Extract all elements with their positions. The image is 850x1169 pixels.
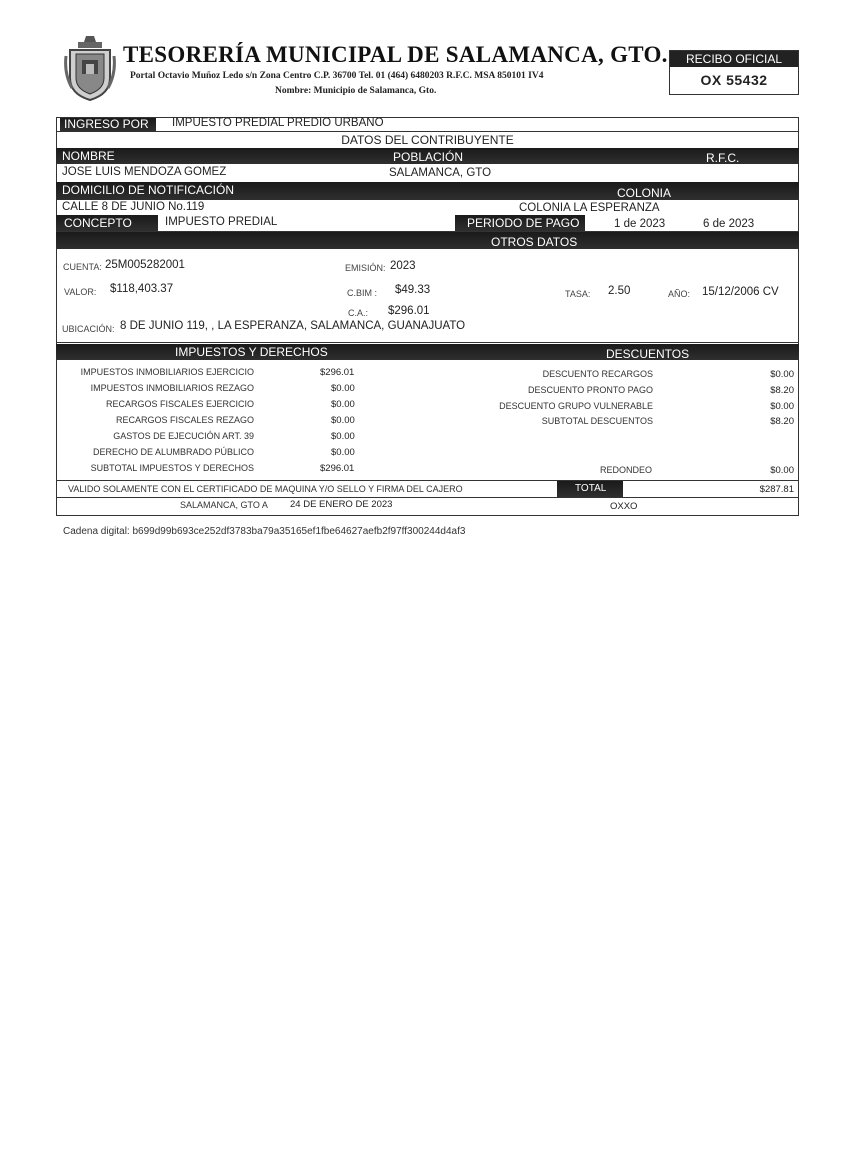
total-label: TOTAL [575, 483, 607, 494]
valor-value: $118,403.37 [110, 283, 174, 295]
nombre-value: JOSE LUIS MENDOZA GOMEZ [62, 166, 227, 178]
impuesto-row-label: SUBTOTAL IMPUESTOS Y DERECHOS [90, 463, 254, 473]
poblacion-value: SALAMANCA, GTO [389, 167, 492, 179]
domicilio-value: CALLE 8 DE JUNIO No.119 [62, 201, 205, 213]
impuesto-row-label: DERECHO DE ALUMBRADO PÚBLICO [92, 447, 254, 457]
coat-of-arms-icon [64, 34, 116, 102]
page-title: TESORERÍA MUNICIPAL DE SALAMANCA, GTO. [123, 42, 668, 67]
otros-section: OTROS DATOS [491, 235, 578, 249]
impuesto-row-label: IMPUESTOS INMOBILIARIOS EJERCICIO [80, 367, 254, 377]
receipt-label: RECIBO OFICIAL [670, 51, 798, 67]
impuesto-row-label: RECARGOS FISCALES EJERCICIO [105, 399, 254, 409]
impuesto-row-label: GASTOS DE EJECUCIÓN ART. 39 [113, 431, 254, 441]
descuento-row-label: DESCUENTO PRONTO PAGO [527, 385, 653, 395]
lugar-text: SALAMANCA, GTO A [180, 500, 268, 510]
ca-value: $296.01 [388, 305, 430, 317]
header-nombre: Nombre: Municipio de Salamanca, Gto. [275, 86, 437, 96]
nombre-label: NOMBRE [62, 149, 115, 163]
impuesto-row-value: $296.01 [320, 367, 355, 378]
impuesto-row-label: RECARGOS FISCALES REZAGO [115, 415, 254, 425]
descuento-row-label: DESCUENTO GRUPO VULNERABLE [499, 401, 653, 411]
impuesto-row-value: $0.00 [331, 447, 355, 458]
descuento-row-value: $0.00 [770, 401, 794, 412]
rfc-label: R.F.C. [706, 151, 740, 165]
periodo-hasta: 6 de 2023 [703, 218, 755, 230]
receipt-number: OX 55432 [700, 72, 768, 88]
cuenta-label: CUENTA: [63, 262, 102, 272]
descuento-row-value: $8.20 [770, 385, 794, 396]
emision-label: EMISIÓN: [345, 263, 386, 273]
cbim-label: C.BIM : [347, 288, 378, 298]
ubicacion-value: 8 DE JUNIO 119, , LA ESPERANZA, SALAMANCA, GUANAJUATO [120, 320, 466, 332]
colonia-value: COLONIA LA ESPERANZA [519, 202, 660, 214]
cadena-digital: Cadena digital: b699d99b693ce252df3783ba79a35165ef1fbe64627aefb2f97ff300244d4af3 [63, 526, 466, 537]
redondeo-value: $0.00 [770, 465, 794, 476]
anio-label: AÑO: [668, 289, 691, 299]
concepto-value: IMPUESTO PREDIAL [165, 216, 278, 228]
contribuyente-section: DATOS DEL CONTRIBUYENTE [341, 133, 514, 147]
cajero-text: OXXO [610, 501, 638, 512]
validez-text: VALIDO SOLAMENTE CON EL CERTIFICADO DE MAQUINA Y/O SELLO Y FIRMA DEL CAJERO [68, 484, 463, 494]
fecha-text: 24 DE ENERO DE 2023 [290, 499, 393, 510]
header-address: Portal Octavio Muñoz Ledo s/n Zona Centro C.P. 36700 Tel. 01 (464) 6480203 R.F.C. MSA 850101 IV4 [130, 71, 544, 81]
cbim-value: $49.33 [395, 284, 431, 296]
tasa-value: 2.50 [608, 285, 631, 297]
receipt-box [669, 50, 799, 95]
redondeo-label: REDONDEO [600, 465, 653, 475]
descuento-row-label: DESCUENTO RECARGOS [542, 369, 653, 379]
tasa-label: TASA: [565, 289, 591, 299]
otros-header-bar [56, 232, 799, 249]
descuentos-section: DESCUENTOS [606, 347, 690, 361]
concepto-label: CONCEPTO [64, 216, 132, 230]
ubicacion-label: UBICACIÓN: [62, 324, 115, 334]
impuesto-row-value: $0.00 [331, 399, 355, 410]
colonia-label: COLONIA [617, 186, 672, 200]
ingreso-value: IMPUESTO PREDIAL PREDIO URBANO [172, 117, 384, 129]
impuesto-row-value: $0.00 [331, 431, 355, 442]
impuesto-row-value: $296.01 [320, 463, 355, 474]
ca-label: C.A.: [348, 308, 369, 318]
ingreso-label: INGRESO POR [60, 118, 156, 131]
total-value: $287.81 [759, 484, 794, 495]
emision-value: 2023 [390, 260, 416, 272]
periodo-desde: 1 de 2023 [614, 218, 666, 230]
poblacion-label: POBLACIÓN [393, 150, 464, 164]
impuesto-row-value: $0.00 [331, 415, 355, 426]
periodo-label: PERIODO DE PAGO [467, 216, 580, 230]
descuento-row-value: $0.00 [770, 369, 794, 380]
impuesto-row-value: $0.00 [331, 383, 355, 394]
valor-label: VALOR: [64, 287, 97, 297]
cuenta-value: 25M005282001 [105, 259, 185, 271]
impuestos-section: IMPUESTOS Y DERECHOS [175, 345, 328, 359]
domicilio-label: DOMICILIO DE NOTIFICACIÓN [62, 183, 235, 197]
descuento-row-value: $8.20 [770, 416, 794, 427]
descuento-row-label: SUBTOTAL DESCUENTOS [541, 416, 653, 426]
impuesto-row-label: IMPUESTOS INMOBILIARIOS REZAGO [90, 383, 254, 393]
anio-value: 15/12/2006 CV [702, 286, 779, 298]
